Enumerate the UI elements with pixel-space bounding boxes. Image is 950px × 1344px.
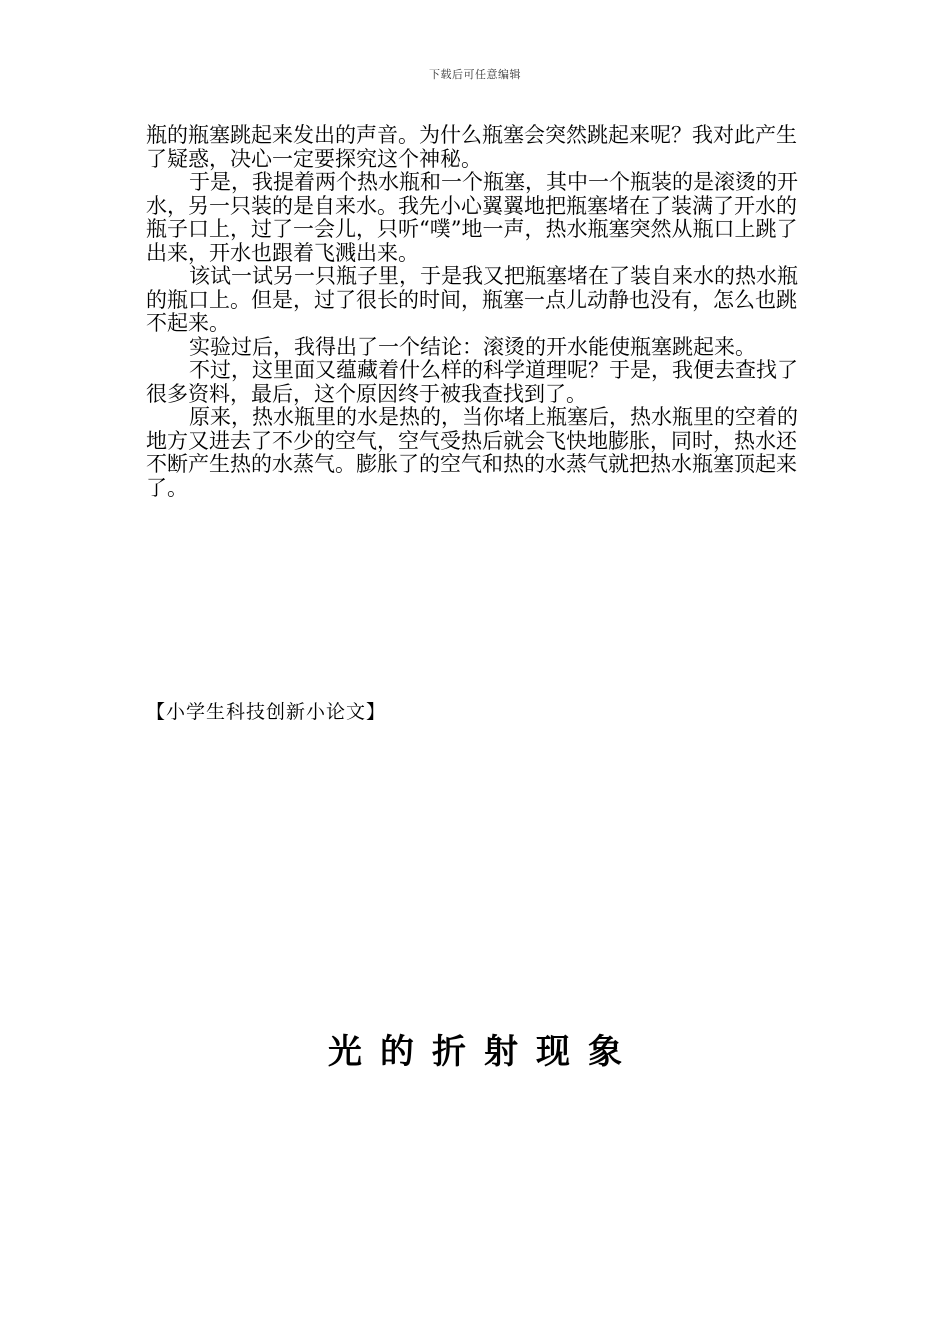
paragraph-4: 实验过后，我得出了一个结论：滚烫的开水能使瓶塞跳起来。 xyxy=(189,334,756,359)
section-label: 【小学生科技创新小论文】 xyxy=(146,701,387,723)
paragraph-6: 原来，热水瓶里的水是热的，当你堵上瓶塞后，热水瓶里的空着的地方又进去了不少的空气，空气受热后就会飞快地膨胀，同时，热水还不断产生热的水蒸气。膨胀了的空气和热的水蒸气就把热水瓶塞顶起来了。 xyxy=(146,405,798,500)
essay-body xyxy=(146,124,806,500)
essay-title: 光的折射现象 xyxy=(328,1032,640,1072)
paragraph-2: 于是，我提着两个热水瓶和一个瓶塞，其中一个瓶装的是滚烫的开水，另一只装的是自来水。我先小心翼翼地把瓶塞堵在了装满了开水的瓶子口上，过了一会儿，只听“噗”地一声，热水瓶塞突然从瓶口上跳了出来，开水也跟着飞溅出来。 xyxy=(146,170,798,265)
paragraph-3: 该试一试另一只瓶子里，于是我又把瓶塞堵在了装自来水的热水瓶的瓶口上。但是，过了很长的时间，瓶塞一点儿动静也没有，怎么也跳不起来。 xyxy=(146,264,798,335)
paragraph-5: 不过，这里面又蕴藏着什么样的科学道理呢？于是，我便去查找了很多资料，最后，这个原因终于被我查找到了。 xyxy=(146,358,798,406)
page-header: 下载后可任意编辑 xyxy=(429,68,521,81)
paragraph-1: 瓶的瓶塞跳起来发出的声音。为什么瓶塞会突然跳起来呢？我对此产生了疑惑，决心一定要探究这个神秘。 xyxy=(146,123,797,171)
